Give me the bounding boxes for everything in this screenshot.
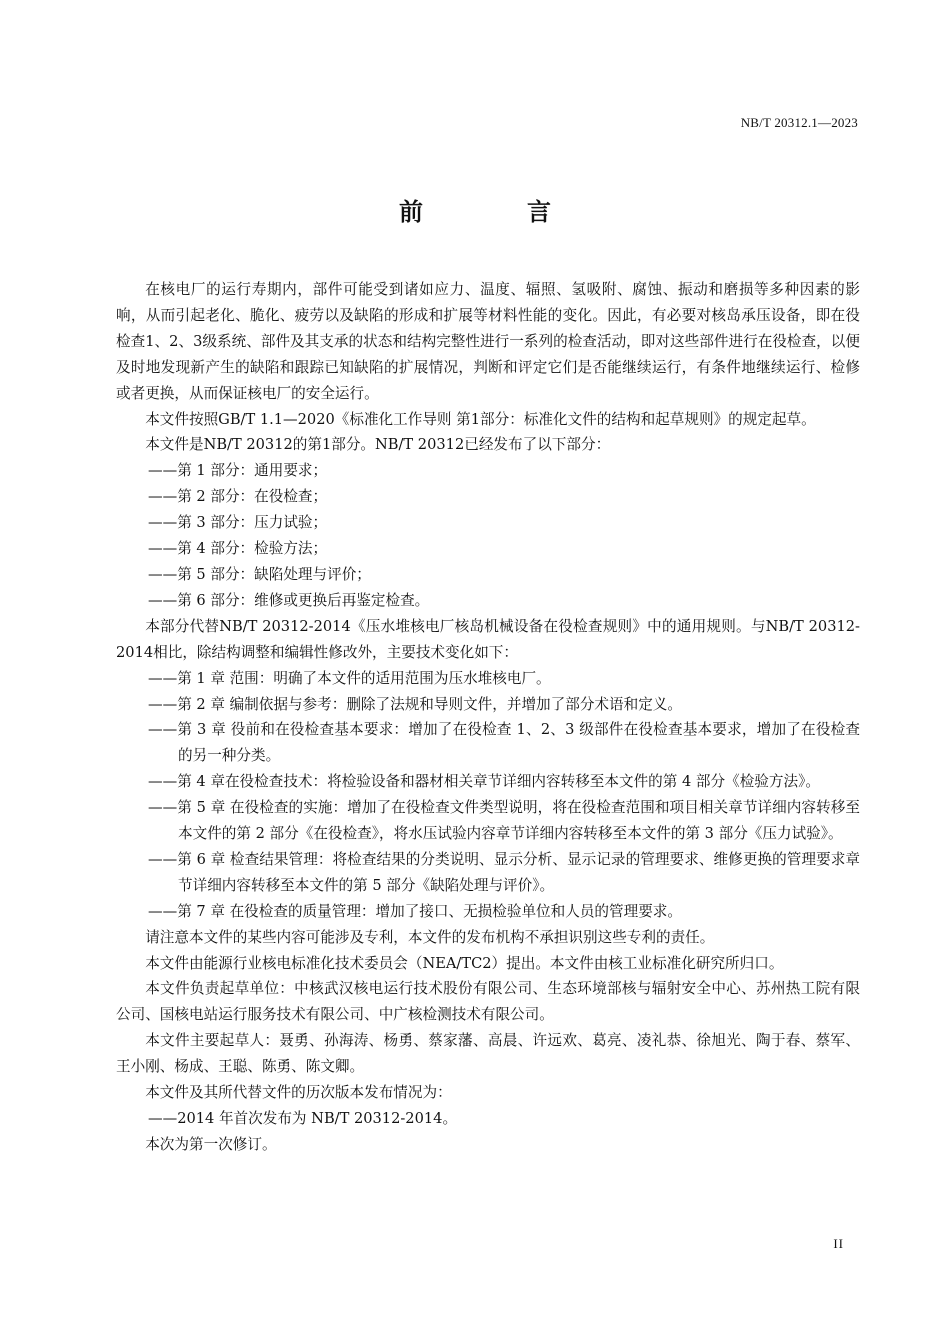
list-item: ——第 4 章在役检查技术：将检验设备和器材相关章节详细内容转移至本文件的第 4 部分《检验方法》。 bbox=[148, 773, 820, 791]
page-number: II bbox=[833, 1236, 844, 1251]
list-item: ——第 6 章 检查结果管理：将检查结果的分类说明、显示分析、显示记录的管理要求、维修更换的管理要求章节详细内容转移至本文件的第 5 部分《缺陷处理与评价》。 bbox=[148, 850, 860, 894]
list-item: ——第 3 章 役前和在役检查基本要求：增加了在役检查 1、2、3 级部件在役检查基本要求，增加了在役检查的另一种分类。 bbox=[148, 721, 860, 765]
list-item: ——第 6 部分：维修或更换后再鉴定检查。 bbox=[148, 591, 430, 609]
list-item: ——第 1 部分：通用要求； bbox=[148, 462, 328, 480]
paragraph: 本文件按照GB/T 1.1—2020《标准化工作导则 第1部分：标准化文件的结构和起草规则》的规定起草。 bbox=[145, 410, 816, 428]
document-number: NB/T 20312.1—2023 bbox=[740, 115, 858, 130]
list-item: ——第 3 部分：压力试验； bbox=[148, 514, 328, 532]
list-item: ——第 1 章 范围：明确了本文件的适用范围为压水堆核电厂。 bbox=[148, 669, 551, 687]
list-item: ——第 4 部分：检验方法； bbox=[148, 540, 328, 558]
paragraph: 请注意本文件的某些内容可能涉及专利，本文件的发布机构不承担识别这些专利的责任。 bbox=[145, 928, 715, 946]
list-item: ——第 2 章 编制依据与参考：删除了法规和导则文件，并增加了部分术语和定义。 bbox=[148, 695, 682, 713]
paragraph: 本部分代替NB/T 20312-2014《压水堆核电厂核岛机械设备在役检查规则》中的通用规则。与NB/T 20312-2014相比，除结构调整和编辑性修改外，主要技术变化如下： bbox=[116, 617, 860, 661]
list-item: ——第 7 章 在役检查的质量管理：增加了接口、无损检验单位和人员的管理要求。 bbox=[148, 902, 682, 920]
list-item: ——第 5 部分：缺陷处理与评价； bbox=[148, 565, 371, 583]
list-item: ——第 5 章 在役检查的实施：增加了在役检查文件类型说明，将在役检查范围和项目相关章节详细内容转移至本文件的第 2 部分《在役检查》，将水压试验内容章节详细内容转移至本文件的第 3 部分《压力试验》。 bbox=[148, 799, 860, 843]
foreword-body bbox=[116, 277, 860, 1158]
paragraph: 在核电厂的运行寿期内，部件可能受到诸如应力、温度、辐照、氢吸附、腐蚀、振动和磨损等多种因素的影响，从而引起老化、脆化、疲劳以及缺陷的形成和扩展等材料性能的变化。因此，有必要对核岛承压设备，即在役检查1、2、3级系统、部件及其支承的状态和结构完整性进行一系列的检查活动，即对这些部件进行在役检查，以便及时地发现新产生的缺陷和跟踪已知缺陷的扩展情况，判断和评定它们是否能继续运行，有条件地继续运行、检修或者更换，从而保证核电厂的安全运行。 bbox=[116, 281, 860, 402]
paragraph: 本文件是NB/T 20312的第1部分。NB/T 20312已经发布了以下部分： bbox=[145, 436, 611, 454]
paragraph: 本次为第一次修订。 bbox=[145, 1135, 277, 1153]
paragraph: 本文件由能源行业核电标准化技术委员会（NEA/TC2）提出。本文件由核工业标准化研究所归口。 bbox=[145, 954, 784, 972]
paragraph: 本文件负责起草单位：中核武汉核电运行技术股份有限公司、生态环境部核与辐射安全中心、苏州热工院有限公司、国核电站运行服务技术有限公司、中广核检测技术有限公司。 bbox=[116, 980, 860, 1024]
page-title: 前 言 bbox=[399, 198, 591, 226]
list-item: ——第 2 部分：在役检查； bbox=[148, 488, 328, 506]
list-item: ——2014 年首次发布为 NB/T 20312-2014。 bbox=[148, 1110, 458, 1127]
paragraph: 本文件主要起草人：聂勇、孙海涛、杨勇、蔡家藩、高晨、许远欢、葛亮、凌礼恭、徐旭光、陶于春、蔡军、王小刚、杨成、王聪、陈勇、陈文卿。 bbox=[116, 1032, 860, 1076]
paragraph: 本文件及其所代替文件的历次版本发布情况为： bbox=[145, 1084, 452, 1102]
